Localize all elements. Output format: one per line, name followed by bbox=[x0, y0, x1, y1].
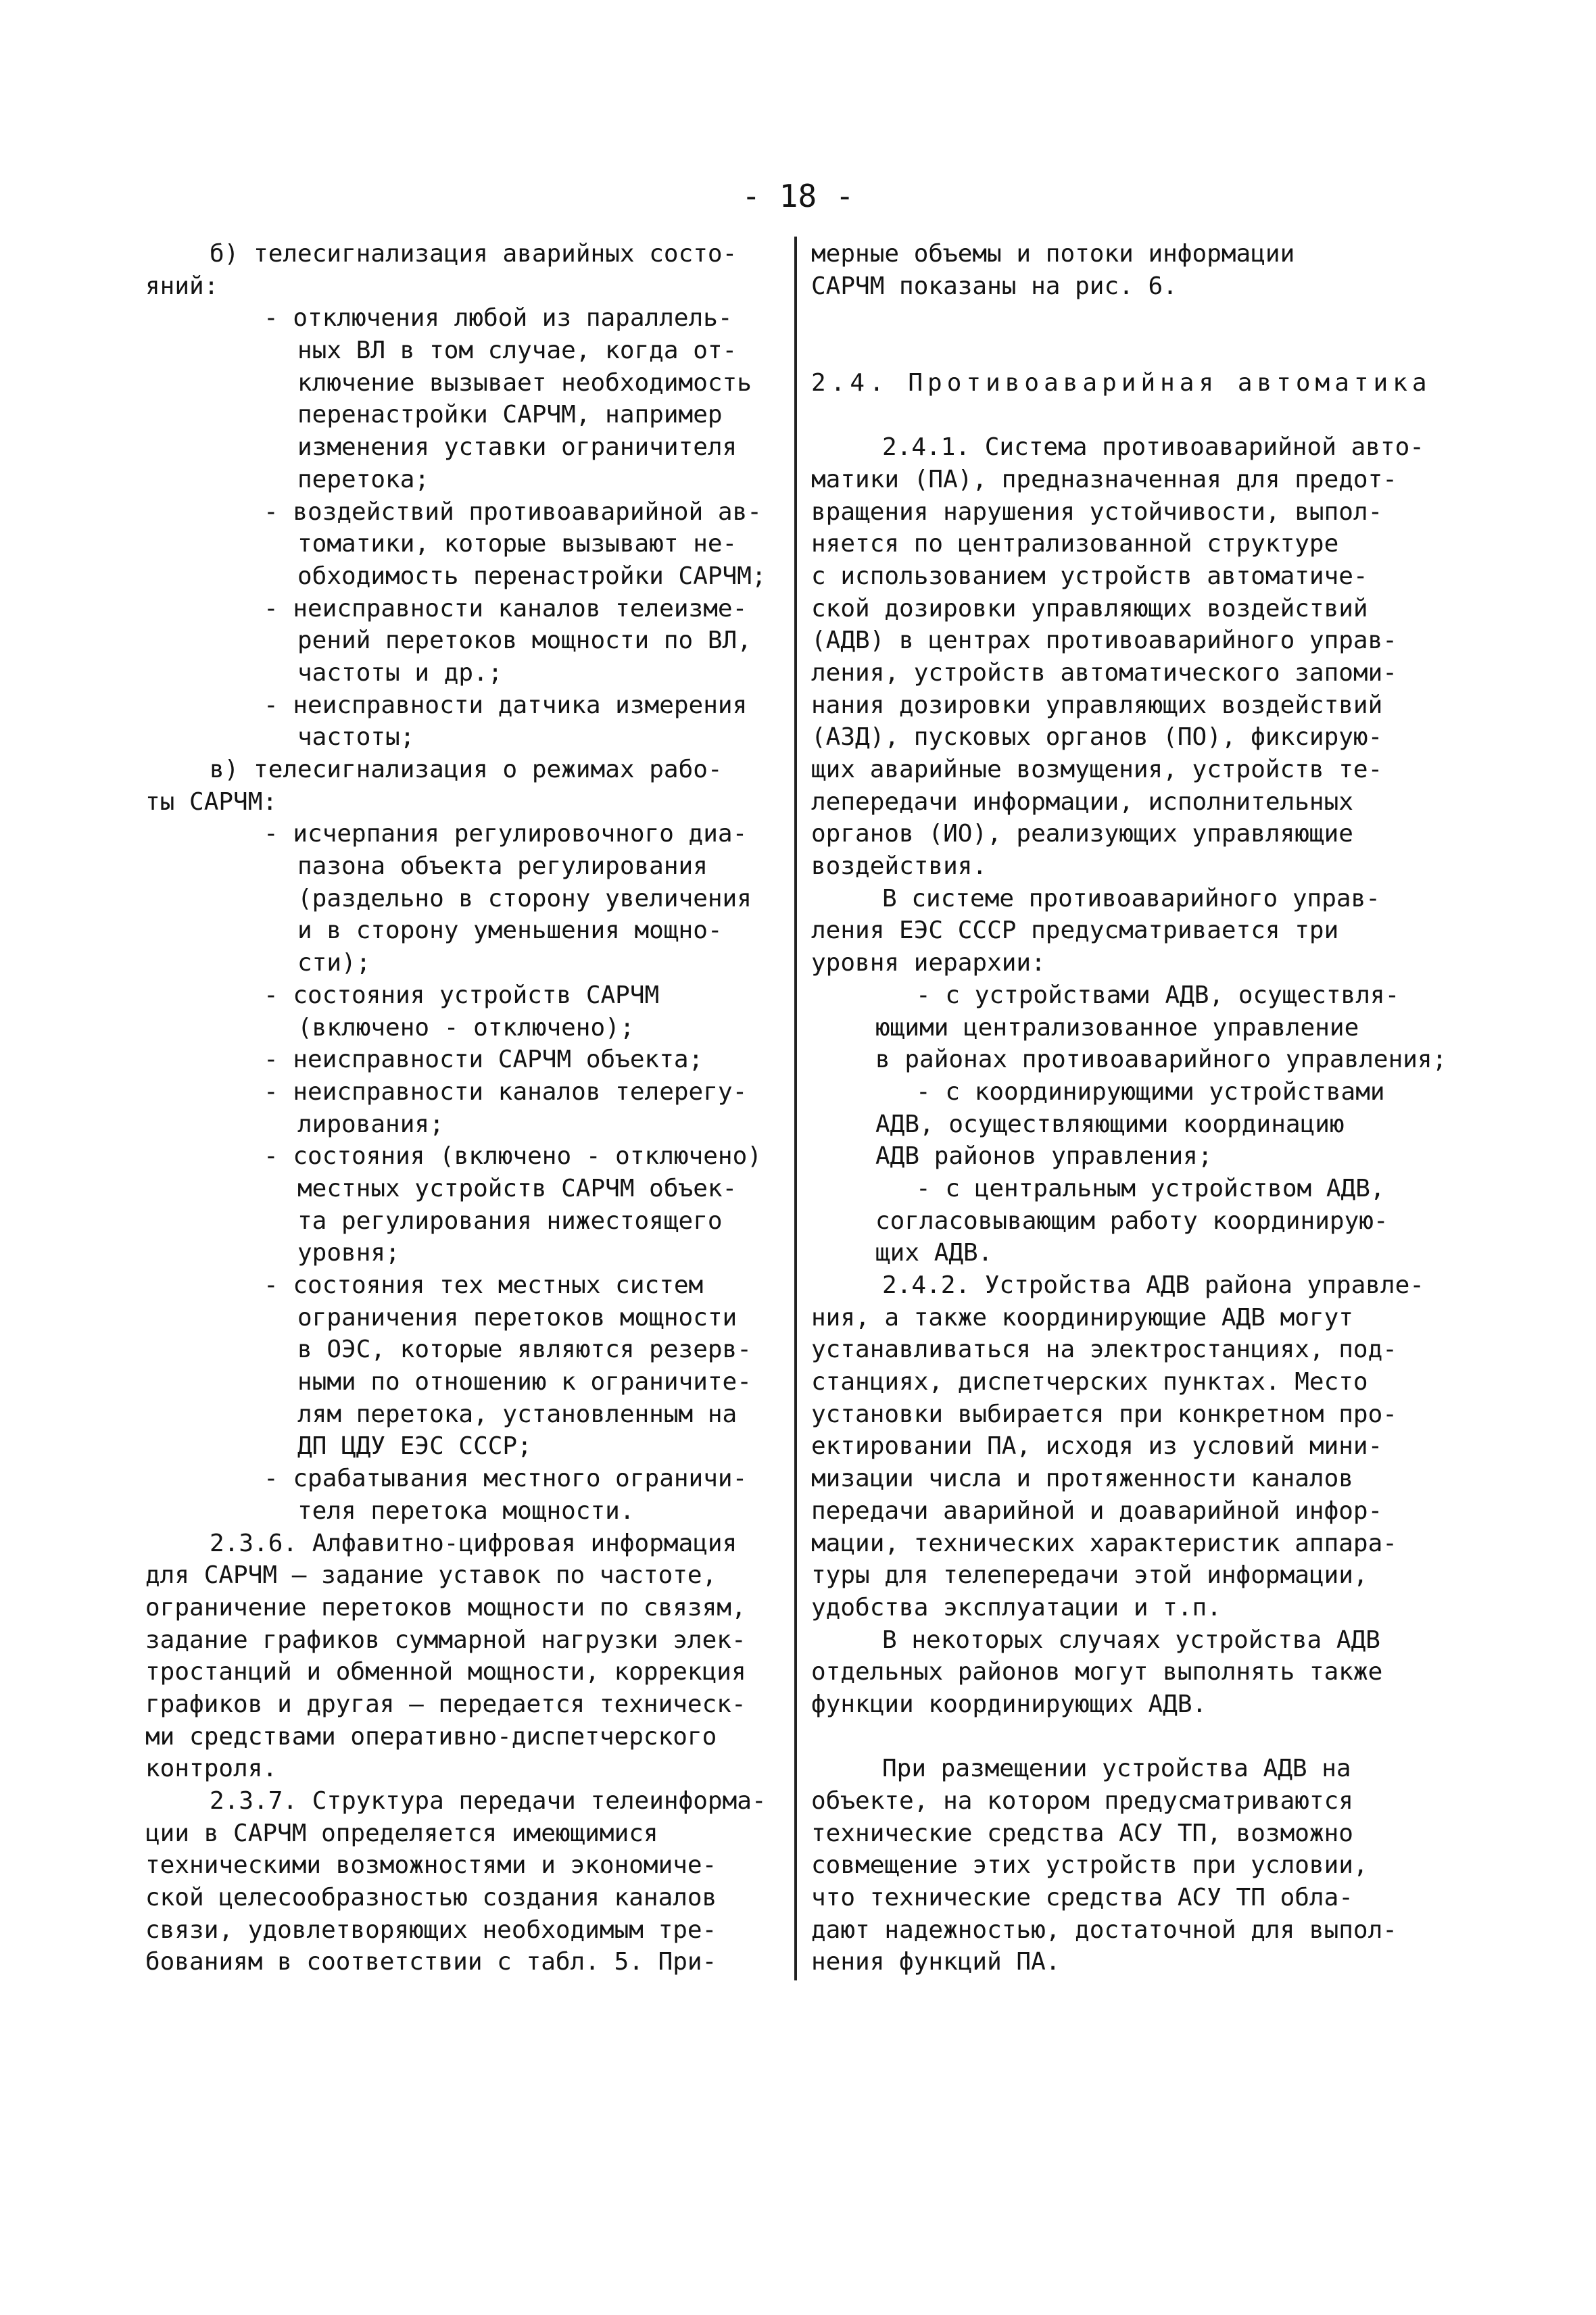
right-column-line: с использованием устройств автоматиче- bbox=[811, 562, 1368, 590]
column-divider bbox=[794, 237, 797, 1980]
left-column-line: сти); bbox=[297, 949, 371, 977]
left-column-line: ты САРЧМ: bbox=[145, 787, 278, 816]
right-column-blank-line bbox=[811, 302, 1457, 335]
right-column-line: ления ЕЭС СССР предусматривается три bbox=[811, 917, 1339, 945]
left-column-line: уровня; bbox=[297, 1239, 400, 1267]
right-column-line: нания дозировки управляющих воздействий bbox=[811, 691, 1383, 719]
right-column-line: передачи аварийной и доаварийной инфор- bbox=[811, 1496, 1383, 1525]
right-column-line: (АЗД), пусковых органов (ПО), фиксирую- bbox=[811, 723, 1383, 752]
left-column-line: и в сторону уменьшения мощно- bbox=[297, 917, 723, 945]
right-column-line: няется по централизованной структуре bbox=[811, 530, 1339, 558]
left-column-line: - срабатывания местного ограничи- bbox=[264, 1465, 748, 1493]
left-column-line: ции в САРЧМ определяется имеющимися bbox=[145, 1819, 658, 1847]
right-column-line: АДВ районов управления; bbox=[875, 1142, 1213, 1171]
right-column-line: станциях, диспетчерских пунктах. Место bbox=[811, 1368, 1368, 1396]
right-column-line: что технические средства АСУ ТП обла- bbox=[811, 1884, 1353, 1912]
left-column-line: ограничения перетоков мощности bbox=[297, 1303, 737, 1332]
right-column-line: - с центральным устройством АДВ, bbox=[916, 1174, 1385, 1202]
left-column-line: задание графиков суммарной нагрузки элек- bbox=[145, 1626, 746, 1654]
left-column-line: ской целесообразностью создания каналов bbox=[145, 1884, 717, 1912]
right-column-blank-line bbox=[811, 335, 1457, 367]
right-column-line: уровня иерархии: bbox=[811, 949, 1046, 977]
right-column-line: мации, технических характеристик аппара- bbox=[811, 1529, 1397, 1557]
right-column-line: - с координирующими устройствами bbox=[916, 1077, 1385, 1106]
right-column-line: (АДВ) в центрах противоаварийного управ- bbox=[811, 627, 1397, 655]
right-column-line: 2.4.2. Устройства АДВ района управле- bbox=[882, 1271, 1424, 1299]
left-column-line: частоты и др.; bbox=[297, 658, 503, 687]
right-column-blank-line bbox=[811, 399, 1457, 431]
left-column-line: связи, удовлетворяющих необходимым тре- bbox=[145, 1916, 717, 1944]
right-column-line: в районах противоаварийного управления; bbox=[875, 1046, 1447, 1074]
right-column-line: щих аварийные возмущения, устройств те- bbox=[811, 756, 1383, 783]
left-column-line: (включено - отключено); bbox=[297, 1013, 635, 1042]
right-column-blank-line bbox=[811, 1721, 1457, 1753]
left-column-line: перенастройки САРЧМ, например bbox=[297, 401, 723, 429]
left-column-line: 2.3.6. Алфавитно-цифровая информация bbox=[210, 1529, 737, 1557]
right-column-line: ления, устройств автоматического запоми- bbox=[811, 658, 1397, 687]
left-column-line: - исчерпания регулировочного диа- bbox=[264, 820, 748, 848]
left-column-line: - отключения любой из параллель- bbox=[264, 304, 733, 333]
right-column-line: установки выбирается при конкретном про- bbox=[811, 1400, 1397, 1428]
left-column-line: та регулирования нижестоящего bbox=[297, 1207, 723, 1235]
right-column-line: совмещение этих устройств при условии, bbox=[811, 1851, 1368, 1880]
page-number: - 18 - bbox=[742, 178, 854, 214]
right-column-line: туры для телепередачи этой информации, bbox=[811, 1561, 1368, 1590]
right-column-line: САРЧМ показаны на рис. 6. bbox=[811, 272, 1178, 300]
right-column-line: щих АДВ. bbox=[875, 1239, 993, 1267]
left-column-line: частоты; bbox=[297, 723, 415, 752]
left-column-line: ограничение перетоков мощности по связям, bbox=[145, 1593, 746, 1622]
right-column-line: матики (ПА), предназначенная для предот- bbox=[811, 465, 1397, 493]
section-heading: 2.4. Противоаварийная автоматика bbox=[811, 368, 1432, 397]
left-column-line: ных ВЛ в том случае, когда от- bbox=[297, 337, 737, 365]
left-column-line: - воздействий противоаварийной ав- bbox=[264, 497, 762, 526]
left-column-line: - состояния (включено - отключено) bbox=[264, 1142, 762, 1171]
left-column-line: - состояния устройств САРЧМ bbox=[264, 981, 660, 1009]
right-column-line: органов (ИО), реализующих управляющие bbox=[811, 820, 1353, 848]
right-column-line: функции координирующих АДВ. bbox=[811, 1690, 1207, 1718]
left-column-line: местных устройств САРЧМ объек- bbox=[297, 1174, 737, 1202]
right-column-line: мизации числа и протяженности каналов bbox=[811, 1465, 1353, 1493]
right-column-line: вращения нарушения устойчивости, выпол- bbox=[811, 497, 1383, 526]
right-column-line: ектировании ПА, исходя из условий мини- bbox=[811, 1432, 1383, 1461]
left-column-line: контроля. bbox=[145, 1755, 278, 1783]
left-column-line: лирования; bbox=[297, 1110, 444, 1138]
left-column-line: перетока; bbox=[297, 465, 430, 493]
left-column-line: - неисправности датчика измерения bbox=[264, 691, 748, 719]
left-column-line: бованиям в соответствии с табл. 5. При- bbox=[145, 1948, 717, 1976]
right-column-line: В системе противоаварийного управ- bbox=[882, 884, 1380, 912]
left-column-line: б) телесигнализация аварийных состо- bbox=[210, 240, 737, 268]
left-column-line: - неисправности САРЧМ объекта; bbox=[264, 1046, 704, 1074]
right-column-line: АДВ, осуществляющими координацию bbox=[875, 1110, 1345, 1138]
left-column-line: рений перетоков мощности по ВЛ, bbox=[297, 627, 752, 655]
left-column-line: 2.3.7. Структура передачи телеинформа- bbox=[210, 1787, 767, 1815]
right-column-line: устанавливаться на электростанциях, под- bbox=[811, 1336, 1397, 1364]
right-column-line: нения функций ПА. bbox=[811, 1948, 1061, 1976]
right-column-line: дают надежностью, достаточной для выпол- bbox=[811, 1916, 1397, 1944]
left-column-line: ДП ЦДУ ЕЭС СССР; bbox=[297, 1432, 532, 1461]
left-column-line: ключение вызывает необходимость bbox=[297, 368, 752, 397]
right-column bbox=[811, 238, 1457, 1978]
left-column-line: изменения уставки ограничителя bbox=[297, 433, 737, 462]
left-column-line: (раздельно в сторону увеличения bbox=[297, 884, 752, 912]
left-column-line: ными по отношению к ограничите- bbox=[297, 1368, 752, 1396]
right-column-line: отдельных районов могут выполнять также bbox=[811, 1658, 1383, 1686]
right-column-line: воздействия. bbox=[811, 852, 988, 881]
left-column-line: лям перетока, установленным на bbox=[297, 1400, 737, 1428]
right-column-line: ющими централизованное управление bbox=[875, 1013, 1359, 1042]
left-column-line: - состояния тех местных систем bbox=[264, 1271, 704, 1299]
left-column-line: теля перетока мощности. bbox=[297, 1496, 635, 1525]
right-column-line: 2.4.1. Система противоаварийной авто- bbox=[882, 433, 1424, 462]
right-column-line: В некоторых случаях устройства АДВ bbox=[882, 1626, 1380, 1654]
right-column-line: При размещении устройства АДВ на bbox=[882, 1755, 1351, 1783]
left-column-line: техническими возможностями и экономиче- bbox=[145, 1851, 717, 1880]
right-column-line: объекте, на котором предусматриваются bbox=[811, 1787, 1353, 1815]
left-column-line: томатики, которые вызывают не- bbox=[297, 530, 737, 558]
left-column bbox=[145, 238, 791, 1978]
left-column-line: - неисправности каналов телерегу- bbox=[264, 1077, 748, 1106]
right-column-line: удобства эксплуатации и т.п. bbox=[811, 1593, 1222, 1622]
left-column-line: тростанций и обменной мощности, коррекция bbox=[145, 1658, 746, 1686]
left-column-line: в ОЭС, которые являются резерв- bbox=[297, 1336, 752, 1364]
left-column-line: для САРЧМ — задание уставок по частоте, bbox=[145, 1561, 717, 1590]
right-column-line: мерные объемы и потоки информации bbox=[811, 240, 1295, 268]
left-column-line: пазона объекта регулирования bbox=[297, 852, 708, 881]
left-column-line: - неисправности каналов телеизме- bbox=[264, 594, 748, 623]
right-column-line: ской дозировки управляющих воздействий bbox=[811, 594, 1368, 623]
right-column-line: технические средства АСУ ТП, возможно bbox=[811, 1819, 1353, 1847]
right-column-line: согласовывающим работу координирую- bbox=[875, 1207, 1388, 1235]
right-column-line: лепередачи информации, исполнительных bbox=[811, 787, 1353, 816]
left-column-line: графиков и другая — передается техническ- bbox=[145, 1690, 746, 1718]
left-column-line: яний: bbox=[145, 272, 219, 300]
right-column-line: - с устройствами АДВ, осуществля- bbox=[916, 981, 1400, 1009]
left-column-line: ми средствами оперативно-диспетчерского bbox=[145, 1722, 717, 1751]
left-column-line: обходимость перенастройки САРЧМ; bbox=[297, 562, 767, 590]
left-column-line: в) телесигнализация о режимах рабо- bbox=[210, 756, 723, 783]
right-column-line: ния, а также координирующие АДВ могут bbox=[811, 1303, 1353, 1332]
